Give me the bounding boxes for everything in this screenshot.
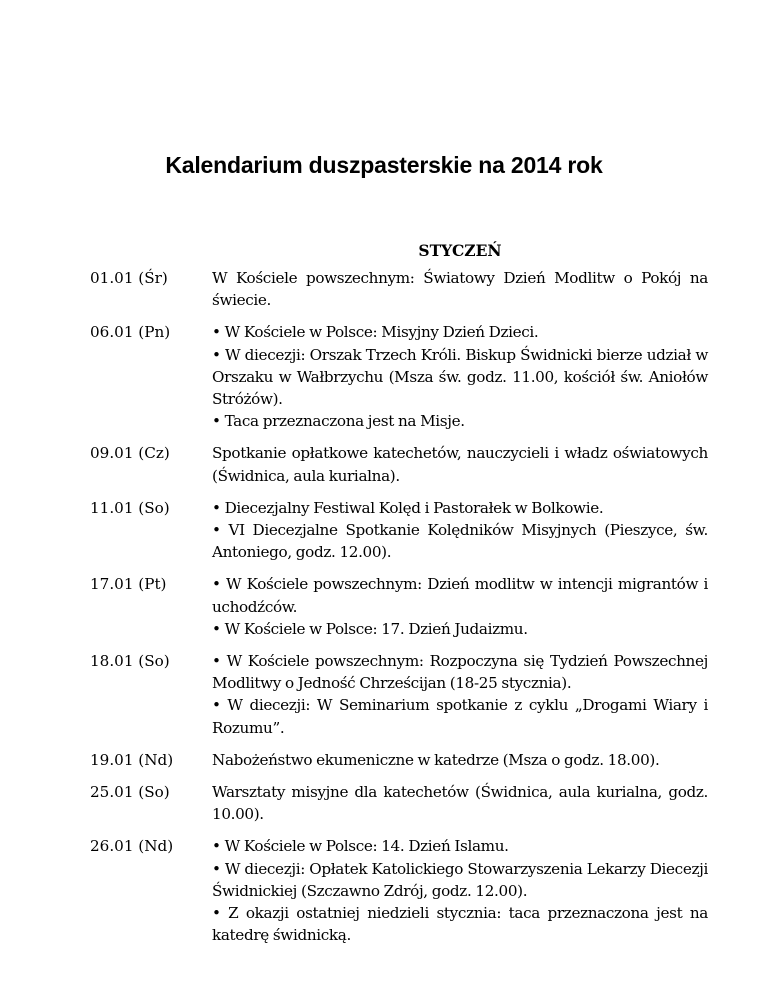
entry-line: Spotkanie opłatkowe katechetów, nauczycieli i władz oświatowych (Świdnica, aula kurialna). — [212, 444, 708, 485]
entry-date: 17.01 (Pt) — [90, 575, 167, 594]
calendar-entry — [90, 650, 708, 739]
calendar-entries — [90, 267, 708, 956]
calendar-entry — [90, 321, 708, 432]
entry-date: 25.01 (So) — [90, 783, 170, 802]
entry-date: 06.01 (Pn) — [90, 323, 171, 342]
calendar-entry — [90, 835, 708, 946]
entry-line: • W Kościele powszechnym: Dzień modlitw w intencji migrantów i uchodźców. — [212, 575, 708, 616]
document-title: Kalendarium duszpasterskie na 2014 rok — [165, 152, 603, 178]
entry-date: 26.01 (Nd) — [90, 837, 174, 856]
calendar-entry — [90, 497, 708, 564]
entry-line: W Kościele powszechnym: Światowy Dzień Modlitw o Pokój na świecie. — [212, 269, 708, 310]
entry-content — [212, 835, 708, 946]
entry-line: Nabożeństwo ekumeniczne w katedrze (Msza o godz. 18.00). — [212, 750, 660, 769]
entry-line: • W Kościele powszechnym: Rozpoczyna się Tydzień Powszechnej Modlitwy o Jedność Chrześcijan (18-25 stycznia). — [212, 652, 708, 693]
entry-date: 19.01 (Nd) — [90, 750, 174, 769]
entry-line: • W Kościele w Polsce: 17. Dzień Judaizmu. — [212, 619, 528, 638]
entry-line: Warsztaty misyjne dla katechetów (Świdnica, aula kurialna, godz. 10.00). — [212, 783, 708, 824]
entry-content — [212, 442, 708, 486]
entry-line: • Taca przeznaczona jest na Misje. — [212, 412, 465, 431]
entry-content — [212, 321, 708, 432]
entry-content — [212, 573, 708, 640]
entry-line: • W Kościele w Polsce: Misyjny Dzień Dzieci. — [212, 323, 539, 342]
entry-date: 18.01 (So) — [90, 652, 170, 671]
calendar-entry — [90, 781, 708, 825]
month-heading: STYCZEŃ — [418, 241, 502, 260]
entry-content — [212, 497, 708, 564]
calendar-entry — [90, 267, 708, 311]
entry-line: • VI Diecezjalne Spotkanie Kolędników Misyjnych (Pieszyce, św. Antoniego, godz. 12.00). — [212, 521, 708, 562]
calendar-entry — [90, 442, 708, 486]
entry-content — [212, 650, 708, 739]
calendar-entry — [90, 573, 708, 640]
entry-line: • W diecezji: Opłatek Katolickiego Stowarzyszenia Lekarzy Diecezji Świdnickiej (Szczawno Zdrój, godz. 12.00). — [212, 859, 708, 900]
entry-date: 01.01 (Śr) — [90, 269, 168, 287]
entry-line: • W Kościele w Polsce: 14. Dzień Islamu. — [212, 837, 509, 856]
entry-content — [212, 267, 708, 311]
entry-content — [212, 781, 708, 825]
entry-line: • W diecezji: W Seminarium spotkanie z cyklu „Drogami Wiary i Rozumu”. — [212, 696, 708, 737]
entry-line: • W diecezji: Orszak Trzech Króli. Biskup Świdnicki bierze udział w Orszaku w Wałbrzychu (Msza św. godz. 11.00, kościół św. Aniołów Stróżów). — [212, 345, 708, 409]
calendar-entry — [90, 749, 708, 771]
entry-content — [212, 749, 708, 771]
entry-date: 11.01 (So) — [90, 498, 170, 517]
entry-line: • Z okazji ostatniej niedzieli stycznia: taca przeznaczona jest na katedrę świdnicką. — [212, 904, 708, 945]
entry-line: • Diecezjalny Festiwal Kolęd i Pastorałek w Bolkowie. — [212, 498, 604, 517]
entry-date: 09.01 (Cz) — [90, 444, 170, 463]
